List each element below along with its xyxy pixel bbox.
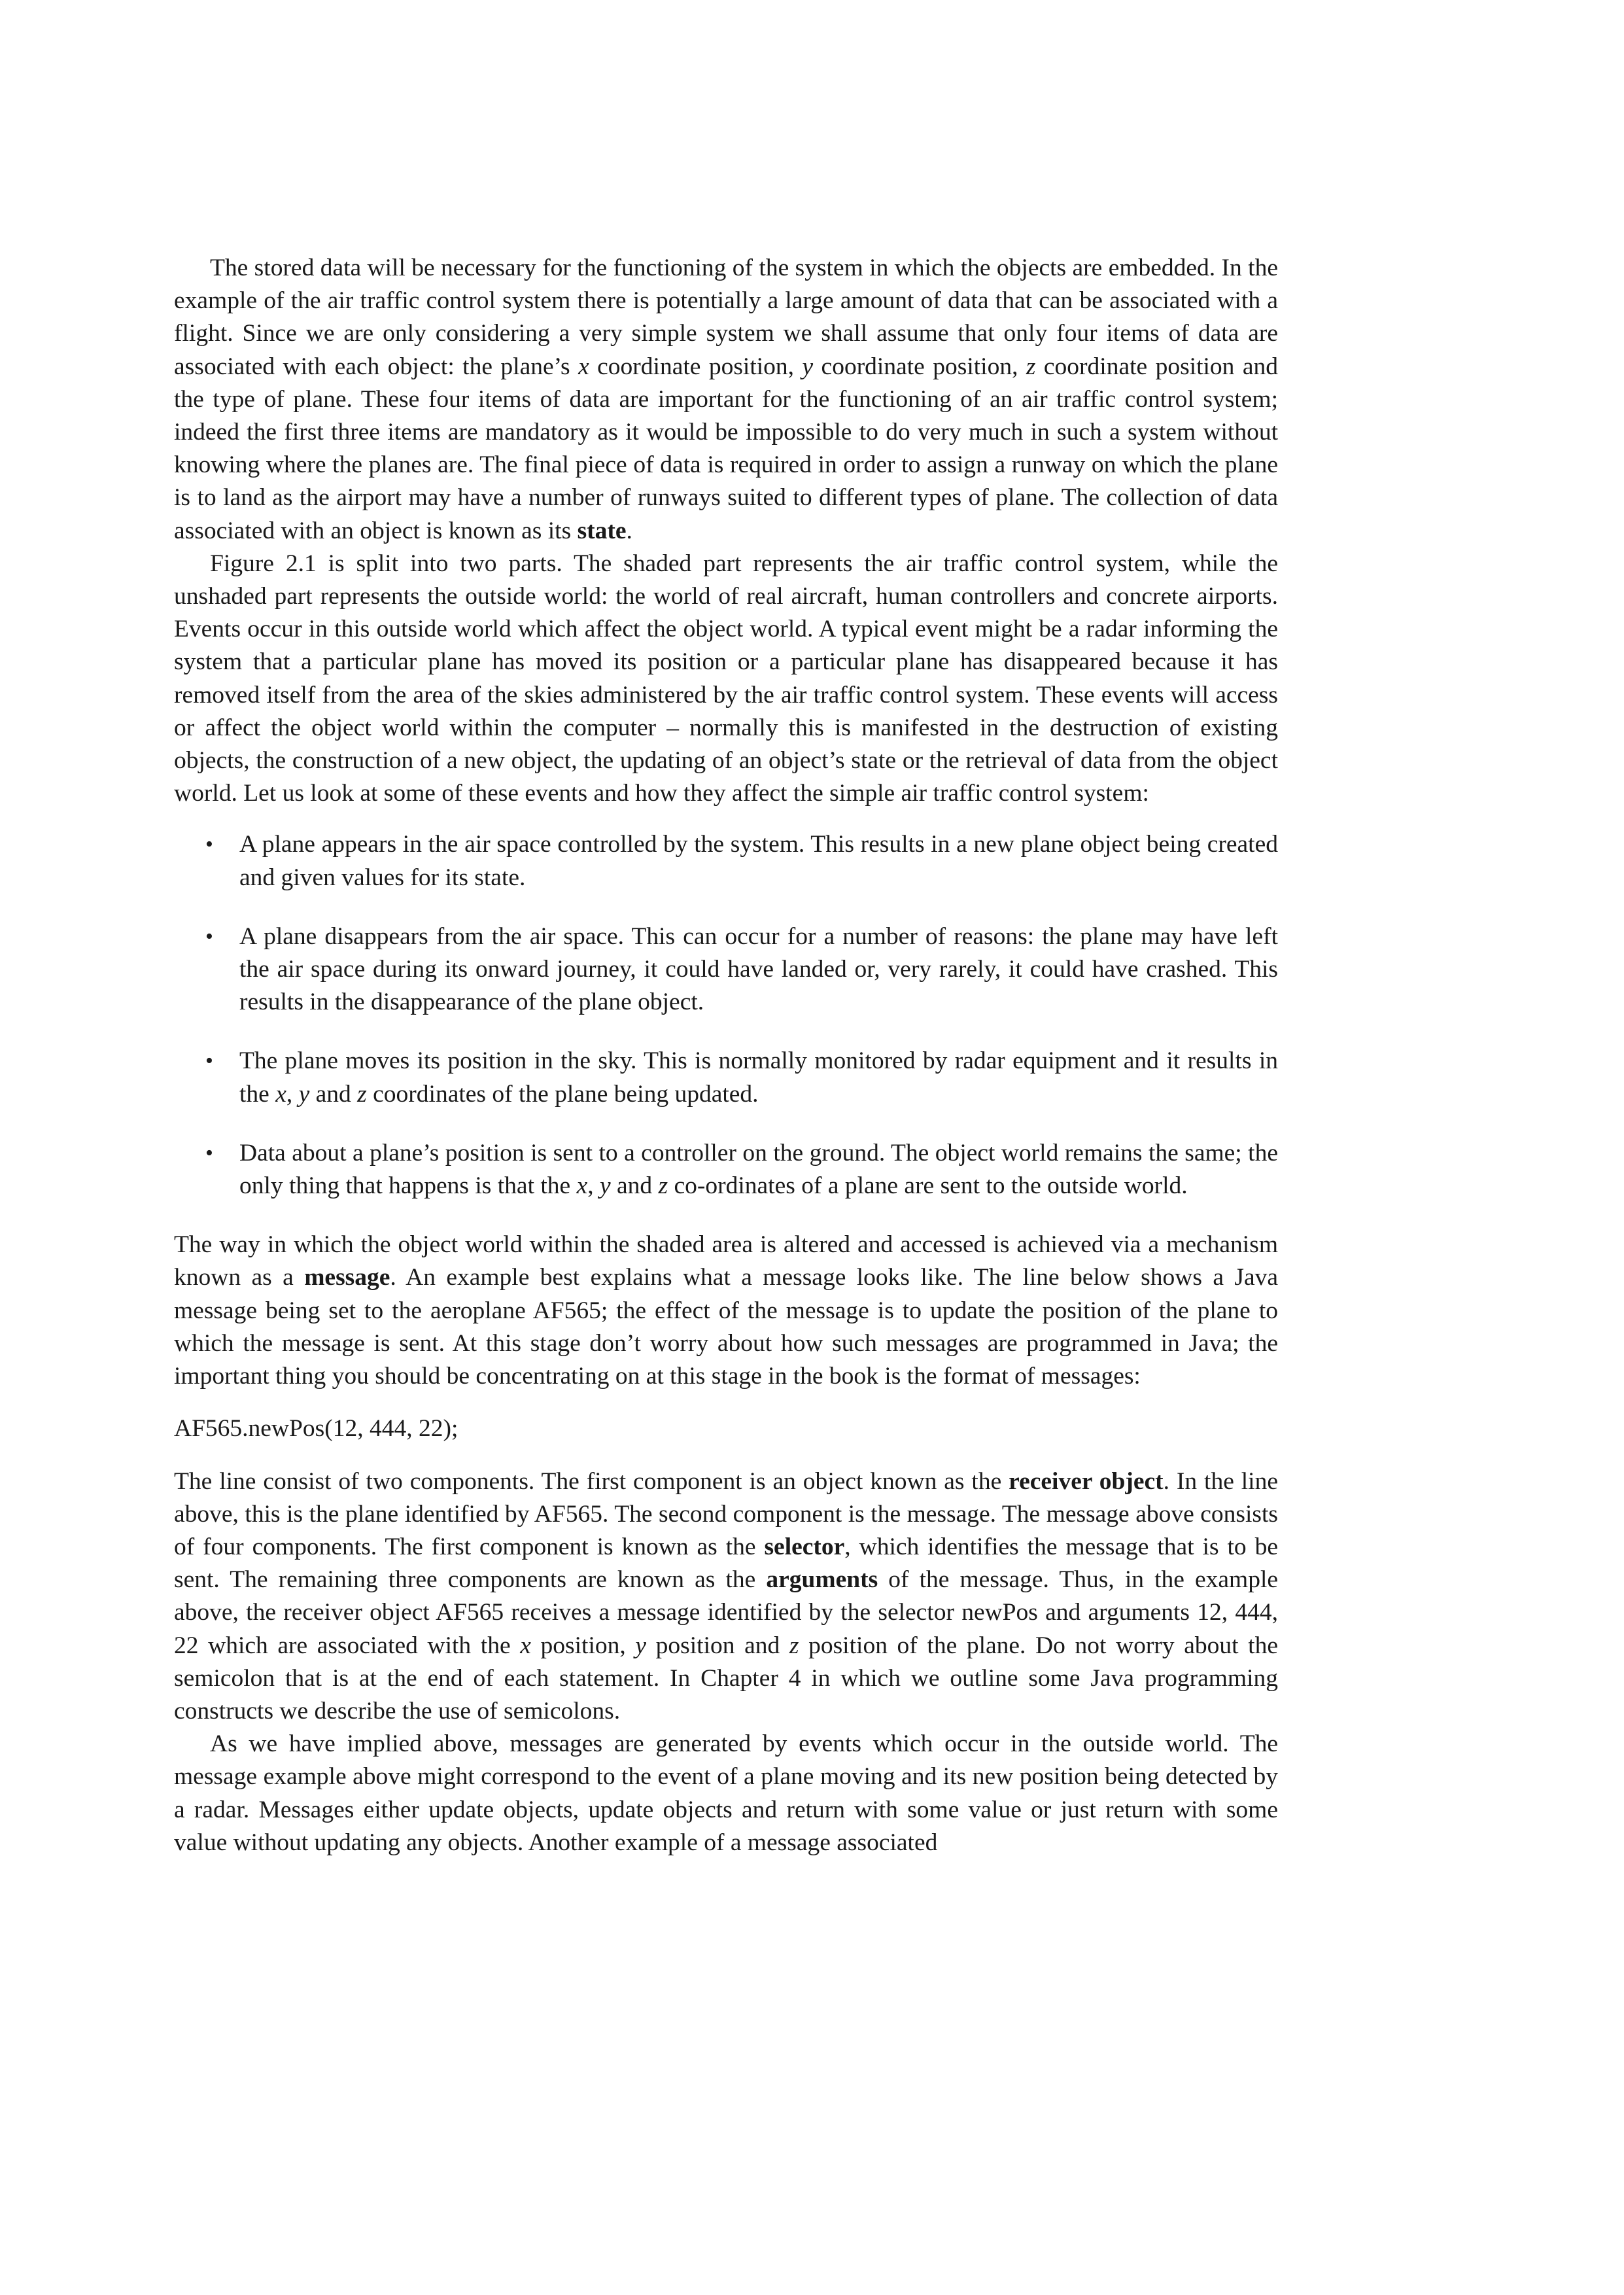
list-item: • A plane appears in the air space controlled by the system. This results in a new plane object being created and given values for its state.: [174, 828, 1278, 894]
paragraph-stored-data: The stored data will be necessary for the functioning of the system in which the objects are embedded. In the example of the air traffic control system there is potentially a large amount of data that can be associated with a flight. Since we are only considering a very simple system we shall assume that only four items of data are associated with each object: the plane’s x coordinate position, y coordinate position, z coordinate position and the type of plane. These four items of data are important for the functioning of an air traffic control system; indeed the first three items are mandatory as it would be impossible to do very much in such a system without knowing where the planes are. The final piece of data is required in order to assign a runway on which the plane is to land as the airport may have a number of runways suited to different types of plane. The collection of data associated with an object is known as its state.: [174, 254, 1278, 544]
term-receiver-object: receiver object: [1009, 1467, 1164, 1495]
paragraph-implied: As we have implied above, messages are generated by events which occur in the outside world. The message example above might correspond to the event of a plane moving and its new position being detected by a radar. Messages either update objects, update objects and return with some value or just return with some value without updating any objects. Another example of a message associated: [174, 1730, 1278, 1856]
document-page: [174, 252, 1278, 1859]
bullet-icon: •: [205, 1049, 213, 1074]
bullet-icon: •: [205, 832, 213, 857]
list-item: • The plane moves its position in the sky. This is normally monitored by radar equipment and it results in the x, y and z coordinates of the plane being updated.: [174, 1045, 1278, 1110]
code-example: AF565.newPos(12, 444, 22);: [174, 1415, 458, 1443]
term-selector: selector: [764, 1533, 845, 1560]
term-message: message: [304, 1264, 390, 1291]
list-item: • A plane disappears from the air space. This can occur for a number of reasons: the plane may have left the air space during its onward journey, it could have landed or, very rarely, it could have crashed. This results in the disappearance of the plane object.: [174, 920, 1278, 1019]
bullet-icon: •: [205, 1140, 213, 1165]
bullet-icon: •: [205, 924, 213, 949]
events-list: [174, 828, 1278, 1202]
list-item: • Data about a plane’s position is sent to a controller on the ground. The object world remains the same; the only thing that happens is that the x, y and z co-ordinates of a plane are sent to the outside world.: [174, 1137, 1278, 1202]
paragraph-message: The way in which the object world within the shaded area is altered and accessed is achieved via a mechanism known as a message. An example best explains what a message looks like. The line below shows a Java message being set to the aeroplane AF565; the effect of the message is to update the position of the plane to which the message is sent. At this stage don’t worry about how such messages are programmed in Java; the important thing you should be concentrating on at this stage in the book is the format of messages:: [174, 1231, 1278, 1390]
paragraph-components: The line consist of two components. The first component is an object known as the receiver object. In the line above, this is the plane identified by AF565. The second component is the message. The message above consists of four components. The first component is known as the selector, which identifies the message that is to be sent. The remaining three components are known as the arguments of the message. Thus, in the example above, the receiver object AF565 receives a message identified by the selector newPos and arguments 12, 444, 22 which are associated with the x position, y position and z position of the plane. Do not worry about the semicolon that is at the end of each statement. In Chapter 4 in which we outline some Java programming constructs we describe the use of semicolons.: [174, 1467, 1279, 1725]
term-state: state: [577, 517, 627, 544]
paragraph-figure-2-1: Figure 2.1 is split into two parts. The shaded part represents the air traffic control system, while the unshaded part represents the outside world: the world of real aircraft, human controllers and concrete airports. Events occur in this outside world which affect the object world. A typical event might be a radar informing the system that a particular plane has moved its position or a particular plane has disappeared because it has removed itself from the area of the skies administered by the air traffic control system. These events will access or affect the object world within the computer – normally this is manifested in the destruction of existing objects, the construction of a new object, the updating of an object’s state or the retrieval of data from the object world. Let us look at some of these events and how they affect the simple air traffic control system:: [174, 550, 1278, 807]
term-arguments: arguments: [766, 1566, 878, 1594]
